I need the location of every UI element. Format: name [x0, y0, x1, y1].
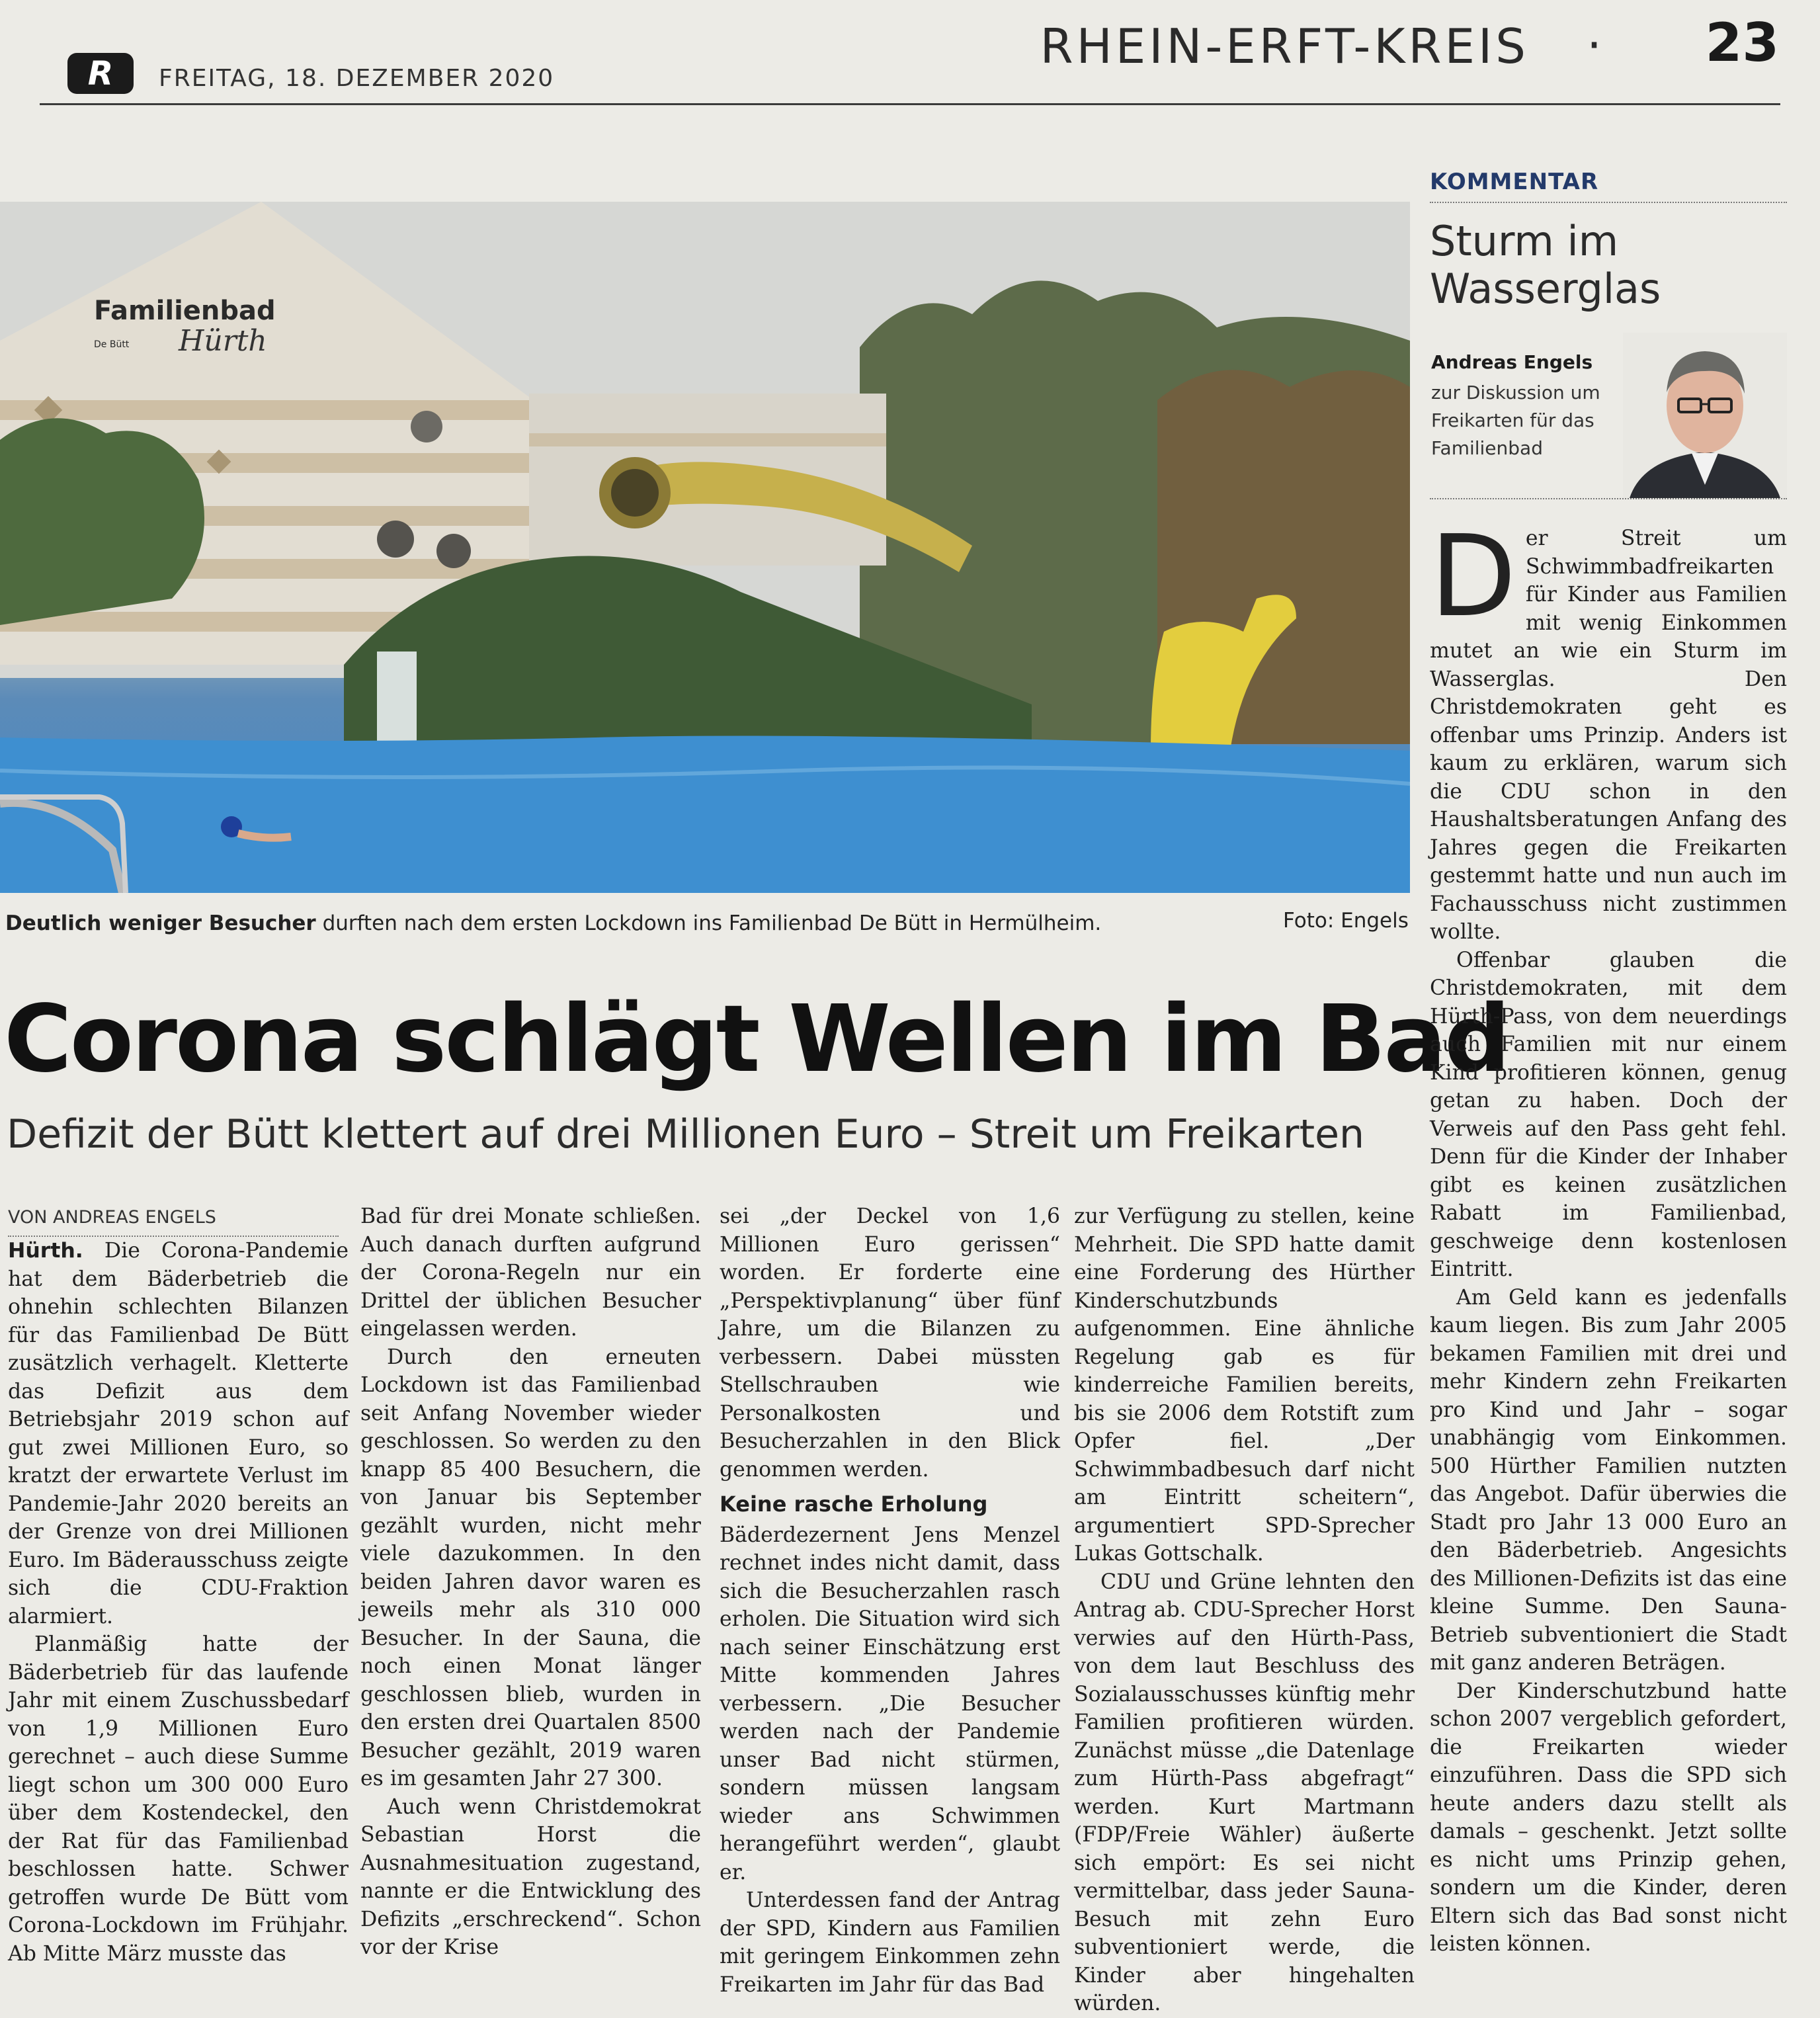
col1-paragraph-1: Hürth. Die Corona-Pandemie hat dem Bäderbetrieb die ohnehin schlechten Bilanzen für das Familienbad De Bütt zusätzlich verhagelt. Kletterte das Defizit aus dem Betriebsjahr 2019 schon auf gut zwei Millionen Euro, so kratzt der erwartete Verlust im Pandemie-Jahr 2020 bereits an der Grenze von drei Millionen Euro. Im Bäderausschuss zeigte sich die CDU-Fraktion alarmiert.	[8, 1239, 349, 1628]
page-header	[0, 0, 1820, 126]
header-separator: ·	[1587, 17, 1602, 73]
commentary-paragraph-1: Der Streit um Schwimmbadfreikarten für Kinder aus Familien mit wenig Einkommen mutet an wie ein Sturm im Wasserglas. Den Christdemokraten geht es offenbar ums Prinzip. Anders ist kaum zu erklären, warum sich die CDU schon in den Haushaltsberatungen Anfang des Jahres gegen die Freikarten gestemmt hatte und nun auch im Fachausschuss nicht zustimmen wollte.	[1430, 511, 1787, 944]
issue-date: FREITAG, 18. DEZEMBER 2020	[159, 65, 555, 92]
col2-paragraph-2: Durch den erneuten Lockdown ist das Familienbad seit Anfang November wieder geschlossen. So werden zu den knapp 85 400 Besuchern, die von Januar bis September gezählt wurden, nicht mehr viele dazukommen. In den beiden Jahren davor waren es jeweils mehr als 310 000 Besucher. In der Sauna, die noch einen Monat länger geschlossen blieb, wurden in den ersten drei Quartalen 8500 Besucher gezählt, 2019 waren es im gesamten Jahr 27 300.	[360, 1345, 701, 1790]
commentary-text	[1430, 511, 1787, 1958]
col2-paragraph-3: Auch wenn Christdemokrat Sebastian Horst die Ausnahmesituation zugestand, nannte er die Entwicklung des Defizits „erschreckend“. Schon vor der Krise	[360, 1794, 701, 1959]
header-rule	[40, 103, 1780, 105]
newspaper-logo: R	[67, 53, 134, 94]
col3-paragraph-2: Bäderdezernent Jens Menzel rechnet indes nicht damit, dass sich die Besucherzahlen rasch erholen. Die Situation wird sich nach seiner Einschätzung erst Mitte kommenden Jahres verbessern. „Die Besucher werden nach der Pandemie unser Bad nicht stürmen, sondern müssen langsam wieder ans Schwimmen herangeführt werden“, glaubt er.	[720, 1523, 1060, 1884]
author-description: zur Diskussion um Freikarten für das Familienbad	[1431, 382, 1600, 459]
commentary-column	[1430, 169, 1787, 1958]
col3-paragraph-1: sei „der Deckel von 1,6 Millionen Euro gerissen“ worden. Er forderte eine „Perspektivplanung“ über fünf Jahre, um die Bilanzen zu verbessern. Dabei müssten Stellschrauben wie Personalkosten und Besucherzahlen in den Blick genommen werden.	[720, 1204, 1060, 1482]
photo-credit: Foto: Engels	[1283, 909, 1409, 933]
col2-paragraph-1: Bad für drei Monate schließen. Auch danach durften aufgrund der Corona-Regeln nur ein Drittel der üblichen Besucher eingelassen werden.	[360, 1204, 701, 1341]
dropcap-letter: D	[1430, 511, 1516, 642]
author-portrait	[1623, 333, 1787, 498]
caption-text: durften nach dem ersten Lockdown ins Familienbad De Bütt in Hermülheim.	[315, 911, 1102, 935]
col3-paragraph-3: Unterdessen fand der Antrag der SPD, Kindern aus Familien mit geringem Einkommen zehn Freikarten im Jahr für das Bad	[720, 1888, 1060, 1997]
commentary-label: KOMMENTAR	[1430, 169, 1787, 203]
page-number: 23	[1705, 12, 1779, 73]
swimming-pool-illustration	[0, 202, 1410, 893]
commentary-paragraph-3: Am Geld kann es jedenfalls kaum liegen. Bis zum Jahr 2005 bekamen Familien mit drei und mehr Kindern zehn Freikarten pro Kind und Jahr – sogar unabhängig vom Einkommen. 500 Hürther Familien nutzten das Angebot. Dafür überwies die Stadt pro Jahr 13 000 Euro an den Bäderbetrieb. Angesichts des Millionen-Defizits ist das eine kleine Summe. Den Sauna-Betrieb subventioniert die Stadt mit ganz anderen Beträgen.	[1430, 1285, 1787, 1675]
article-subheadline: Defizit der Bütt klettert auf drei Millionen Euro – Streit um Freikarten	[7, 1111, 1365, 1157]
author-name: Andreas Engels	[1431, 351, 1593, 373]
article-headline: Corona schlägt Wellen im Bad	[4, 986, 1509, 1093]
article-column-3	[720, 1202, 1060, 1999]
building-sign-sub: De Bütt	[94, 339, 130, 350]
commentary-title: Sturm im Wasserglas	[1430, 217, 1661, 313]
handwritten-annotation: Hürth	[179, 324, 267, 358]
article-photo	[0, 202, 1410, 893]
section-title: RHEIN-ERFT-KREIS	[1040, 19, 1529, 74]
article-column-4	[1074, 1202, 1415, 2018]
col4-paragraph-2: CDU und Grüne lehnten den Antrag ab. CDU-Sprecher Horst verwies auf den Hürth-Pass, von dem laut Beschluss des Sozialausschusses künftig mehr Familien profitieren würden. Zunächst müsse „die Datenlage zum Hürth-Pass abgefragt“ werden. Kurt Martmann (FDP/Freie Wähler) äußerte sich empört: Es sei nicht vermittelbar, dass jeder Sauna-Besuch mit zehn Euro subventioniert werde, die Kinder aber hingehalten würden.	[1074, 1570, 1415, 2015]
caption-bold: Deutlich weniger Besucher	[5, 911, 316, 935]
col4-paragraph-1: zur Verfügung zu stellen, keine Mehrheit. Die SPD hatte damit eine Forderung des Hürther Kinderschutzbunds aufgenommen. Eine ähnliche Regelung gab es für kinderreiche Familien bereits, bis sie 2006 dem Rotstift zum Opfer fiel. „Der Schwimmbadbesuch darf nicht am Eintritt scheitern“, argumentiert SPD-Sprecher Lukas Gottschalk.	[1074, 1204, 1415, 1566]
col3-subheading: Keine rasche Erholung	[720, 1492, 988, 1517]
article-column-2	[360, 1202, 701, 1962]
commentary-paragraph-4: Der Kinderschutzbund hatte schon 2007 vergeblich gefordert, die Freikarten wieder einzuführen. Dass die SPD sich heute anders dazu stellt als damals – geschenkt. Jetzt sollte es nicht ums Prinzip gehen, sondern um die Kinder, deren Eltern sich das Bad sonst nicht leisten können.	[1430, 1679, 1787, 1956]
photo-caption	[5, 911, 1407, 935]
author-box	[1430, 333, 1787, 499]
commentary-paragraph-2: Offenbar glauben die Christdemokraten, mit dem Hürth-Pass, von dem neuerdings auch Familien mit nur einem Kind profitieren können, genug getan zu haben. Doch der Verweis auf den Pass geht fehl. Denn für die Kinder der Inhaber gibt es keinen zusätzlichen Rabatt im Familienbad, geschweige denn kostenlosen Eintritt.	[1430, 948, 1787, 1281]
col1-paragraph-2: Planmäßig hatte der Bäderbetrieb für das laufende Jahr mit einem Zuschussbedarf von 1,9 Millionen Euro gerechnet – auch diese Summe liegt schon um 300 000 Euro über dem Kostendeckel, den der Rat für das Familienbad beschlossen hatte. Schwer getroffen wurde De Bütt vom Corona-Lockdown im Frühjahr. Ab Mitte März musste das	[8, 1632, 349, 1966]
byline: VON ANDREAS ENGELS	[8, 1207, 339, 1237]
building-sign-text: Familienbad	[94, 296, 276, 326]
dateline: Hürth.	[8, 1239, 83, 1263]
article-column-1	[8, 1237, 349, 1968]
